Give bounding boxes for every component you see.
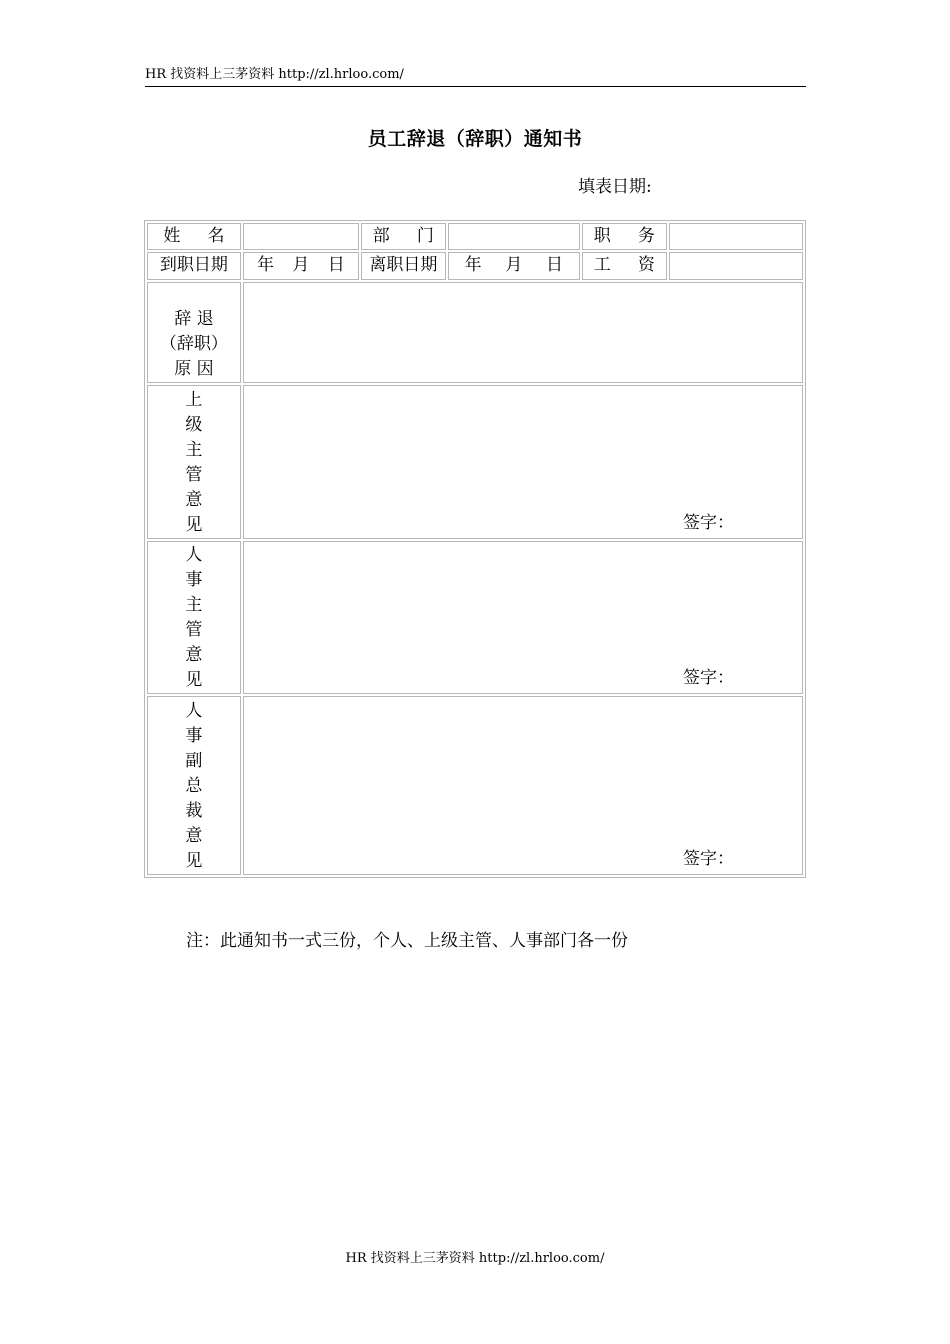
signature-label: 签字： xyxy=(683,512,734,533)
signature-label: 签字： xyxy=(683,668,734,689)
position-field[interactable] xyxy=(669,223,803,250)
signature-label: 签字： xyxy=(683,849,734,869)
footnote: 注：此通知书一式三份，个人、上级主管、人事部门各一份 xyxy=(186,931,628,951)
hr-manager-opinion-field[interactable] xyxy=(243,541,803,694)
salary-field[interactable] xyxy=(669,252,803,279)
hr-vp-opinion-field[interactable] xyxy=(243,696,803,875)
month-label: 月 xyxy=(505,255,523,276)
department-label: 部 门 xyxy=(361,223,446,250)
year-label: 年 xyxy=(257,255,275,276)
day-label: 日 xyxy=(327,255,345,276)
leave-date-field[interactable] xyxy=(448,252,580,279)
name-label: 姓 名 xyxy=(147,223,241,250)
supervisor-opinion-label: 上 级 主 管 意 见 xyxy=(147,385,241,538)
leave-date-label: 离职日期 xyxy=(361,252,446,279)
fill-date-label: 填表日期: xyxy=(578,177,652,197)
day-label: 日 xyxy=(546,255,564,276)
hr-vp-opinion-label: 人 事 副 总 裁 意 见 xyxy=(147,696,241,875)
salary-label: 工 资 xyxy=(582,252,667,279)
join-date-label: 到职日期 xyxy=(147,252,241,279)
document-title: 员工辞退（辞职）通知书 xyxy=(367,128,583,150)
department-field[interactable] xyxy=(448,223,580,250)
reason-label: 辞 退 （辞职） 原 因 xyxy=(147,282,241,384)
month-label: 月 xyxy=(292,255,310,276)
hr-manager-opinion-label: 人 事 主 管 意 见 xyxy=(147,541,241,694)
name-field[interactable] xyxy=(243,223,359,250)
year-label: 年 xyxy=(464,255,482,276)
supervisor-opinion-field[interactable] xyxy=(243,385,803,538)
reason-field[interactable] xyxy=(243,282,803,384)
resignation-form xyxy=(144,220,806,878)
page-footer: HR 找资料上三茅资料 http://zl.hrloo.com/ xyxy=(345,1251,605,1266)
position-label: 职 务 xyxy=(582,223,667,250)
join-date-field[interactable] xyxy=(243,252,359,279)
page-header: HR 找资料上三茅资料 http://zl.hrloo.com/ xyxy=(145,66,806,87)
